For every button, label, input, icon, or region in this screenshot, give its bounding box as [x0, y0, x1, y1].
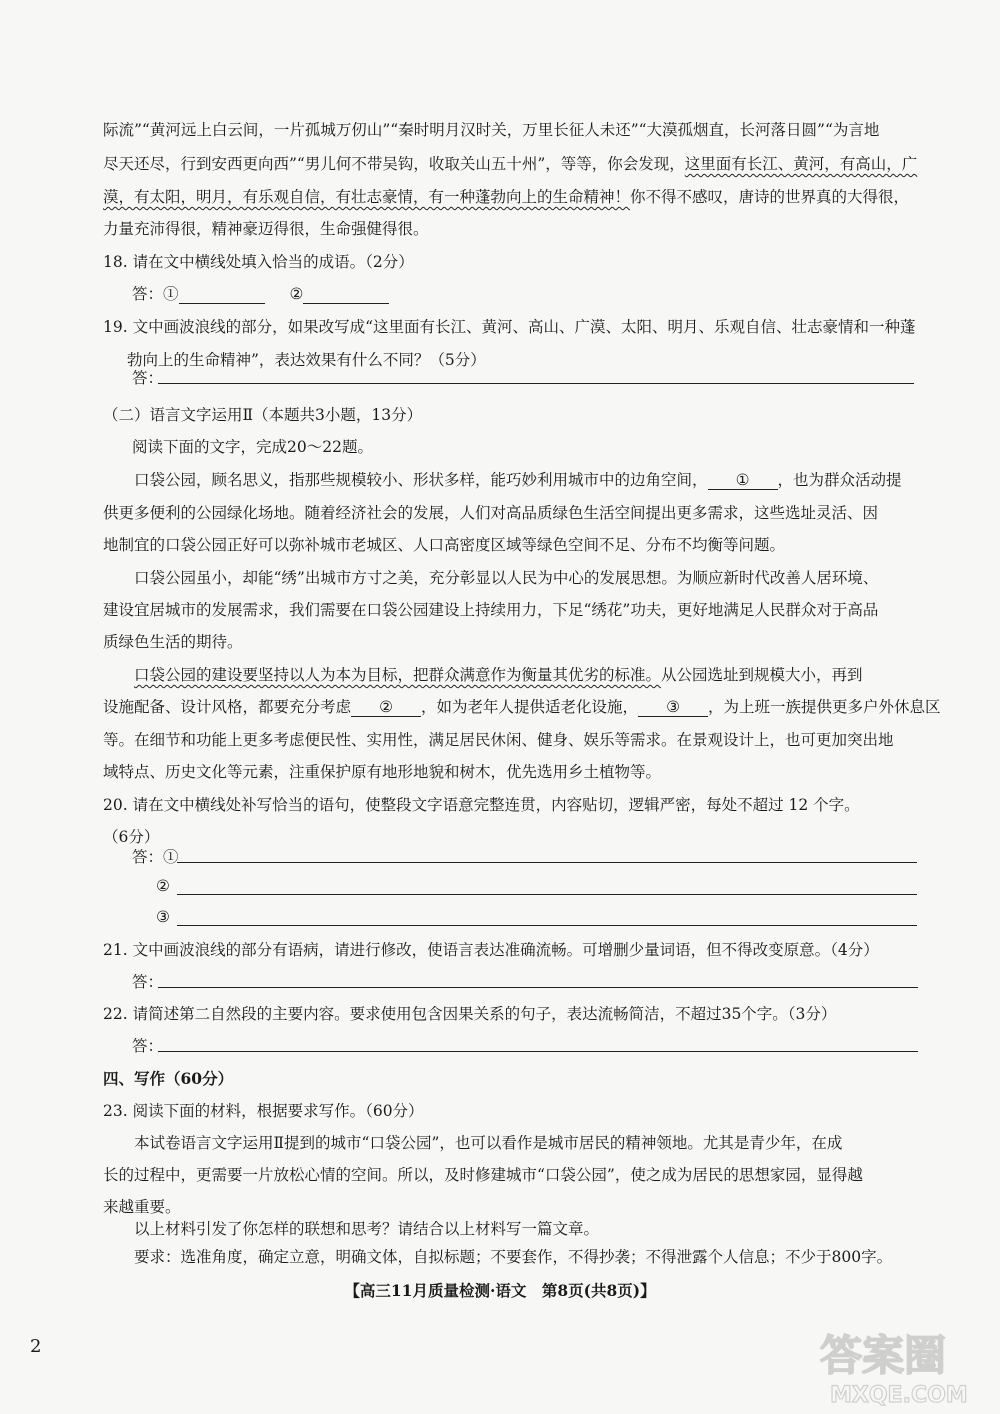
para3-line-1-text: 从公园选址到规模大小，再到 — [661, 666, 863, 684]
para3-blank-3[interactable]: ③ — [638, 698, 708, 717]
para1-line-3: 地制宜的口袋公园正好可以弥补城市老城区、人口高密度区域等绿色空间不足、分布不均衡等问题。 — [103, 536, 786, 554]
watermark-big-text: 答案圈 — [820, 1331, 947, 1380]
para2-line-3: 质绿色生活的期待。 — [103, 633, 243, 651]
q20-answer-3-label: ③ — [156, 908, 170, 926]
para3-line-3: 等。在细节和功能上更多考虑便民性、实用性，满足居民休闲、健身、娱乐等需求。在景观设计上，也可更加突出地 — [103, 731, 894, 749]
q22-answer-line[interactable] — [158, 1051, 918, 1052]
passage-line-2 — [103, 152, 917, 174]
q23-material-line-1: 本试卷语言文字运用Ⅱ提到的城市“口袋公园”，也可以看作是城市居民的精神领地。尤其是青少年，在成 — [134, 1134, 843, 1152]
para3-wavy-sentence: 口袋公园的建设要坚持以人为本为目标，把群众满意作为衡量其优劣的标准。 — [134, 666, 662, 684]
page-footer: 【高三11月质量检测·语文 第8页(共8页)】 — [344, 1281, 656, 1300]
q20-answer-2-label: ② — [156, 877, 170, 895]
question-23: 23. 阅读下面的材料，根据要求写作。（60分） — [103, 1102, 424, 1120]
question-20-line-2: （6分） — [103, 828, 160, 846]
q19-answer-label: 答： — [132, 369, 164, 387]
q21-answer-label: 答： — [132, 973, 164, 991]
q21-answer-line[interactable] — [158, 987, 918, 988]
q20-answer-1-label: 答：① — [132, 848, 179, 866]
question-19-line-1: 19. 文中画波浪线的部分，如果改写成“这里面有长江、黄河、高山、广漠、太阳、明月、乐观自信、壮志豪情和一种蓬 — [103, 318, 916, 336]
q20-answer-line-1[interactable] — [177, 862, 917, 863]
para1-line-1 — [134, 468, 902, 490]
para3-line-2b: ，如为老年人提供适老化设施， — [421, 698, 639, 716]
para2-line-2: 建设宜居城市的发展需求，我们需要在口袋公园建设上持续用力，下足“绣花”功夫，更好地满足人民群众对于高品 — [103, 601, 879, 619]
para3-line-1 — [134, 663, 863, 685]
question-19-line-2: 勃向上的生命精神”，表达效果有什么不同？（5分） — [127, 351, 486, 369]
q20-answer-line-3[interactable] — [177, 925, 917, 926]
para1-line-1a: 口袋公园，顾名思义，指那些规模较小、形状多样，能巧妙利用城市中的边角空间， — [134, 471, 708, 489]
passage-line-3-text: 你不得不感叹，唐诗的世界真的大得很， — [630, 188, 910, 206]
wavy-underline-text-2: 漠，有太阳，明月，有乐观自信，有壮志豪情，有一种蓬勃向上的生命精神！ — [103, 188, 631, 206]
q23-material-line-3: 来越重要。 — [103, 1198, 181, 1216]
question-22: 22. 请简述第二自然段的主要内容。要求使用包含因果关系的句子，表达流畅简洁，不超过35个字。（3分） — [103, 1005, 837, 1023]
q23-material-line-2: 长的过程中，更需要一片放松心情的空间。所以，及时修建城市“口袋公园”，使之成为居民的思想家园，显得越 — [103, 1166, 863, 1184]
para3-blank-2[interactable]: ② — [351, 698, 421, 717]
para2-line-1: 口袋公园虽小，却能“绣”出城市方寸之美，充分彰显以人民为中心的发展思想。为顺应新时代改善人居环境、 — [134, 569, 879, 587]
q20-answer-line-2[interactable] — [177, 894, 917, 895]
q18-mark-2: ② — [289, 285, 304, 303]
passage-line-4: 力量充沛得很，精神豪迈得很，生命强健得很。 — [103, 220, 429, 238]
q18-answer-prefix: 答：① — [132, 285, 179, 303]
wavy-underline-text-1: 这里面有长江、黄河，有高山，广 — [684, 155, 918, 173]
section-4-heading: 四、写作（60分） — [103, 1069, 234, 1088]
watermark-icon — [800, 1318, 990, 1408]
q23-requirements: 要求：选准角度，确定立意，明确文体，自拟标题；不要套作，不得抄袭；不得泄露个人信息；不少于800字。 — [134, 1248, 893, 1266]
question-18: 18. 请在文中横线处填入恰当的成语。（2分） — [103, 253, 414, 271]
para3-line-2c: ，为上班一族提供更多户外休息区 — [708, 698, 941, 716]
q18-blank-2[interactable] — [303, 285, 389, 304]
q18-blank-1[interactable] — [179, 285, 265, 304]
para3-line-2a: 设施配备、设计风格，都要充分考虑 — [103, 698, 352, 716]
para1-blank-1[interactable]: ① — [708, 471, 778, 490]
q22-answer-label: 答： — [132, 1037, 164, 1055]
watermark-logo — [800, 1318, 990, 1408]
watermark-small-text: MXQE.COM — [830, 1383, 968, 1408]
para3-line-2 — [103, 695, 941, 717]
passage-line-2-text: 尽天还尽，行到安西更向西”“男儿何不带吴钩，收取关山五十州”，等等，你会发现， — [103, 155, 685, 173]
q23-prompt: 以上材料引发了你怎样的联想和思考？请结合以上材料写一篇文章。 — [134, 1220, 600, 1238]
section-2-intro: 阅读下面的文字，完成20～22题。 — [132, 438, 373, 456]
section-2-heading: （二）语言文字运用Ⅱ（本题共3小题，13分） — [103, 406, 423, 424]
page-number: 2 — [30, 1336, 42, 1357]
para1-line-1b: ，也为群众活动提 — [777, 471, 902, 489]
question-20-line-1: 20. 请在文中横线处补写恰当的语句，使整段文字语意完整连贯，内容贴切，逻辑严密，每处不超过 12 个字。 — [103, 796, 860, 814]
question-21: 21. 文中画波浪线的部分有语病，请进行修改，使语言表达准确流畅。可增删少量词语，但不得改变原意。（4分） — [103, 941, 879, 959]
para3-line-4: 域特点、历史文化等元素，注重保护原有地形地貌和树木，优先选用乡土植物等。 — [103, 763, 662, 781]
passage-line-1: 际流”“黄河远上白云间，一片孤城万仞山”“秦时明月汉时关，万里长征人未还”“大漠孤烟直，长河落日圆”“为言地 — [103, 121, 880, 139]
q19-answer-line[interactable] — [158, 383, 914, 384]
q18-answer-row — [132, 282, 389, 304]
para1-line-2: 供更多便利的公园绿化场地。随着经济社会的发展，人们对高品质绿色生活空间提出更多需求，这些选址灵活、因 — [103, 504, 879, 522]
passage-line-3 — [103, 185, 909, 207]
